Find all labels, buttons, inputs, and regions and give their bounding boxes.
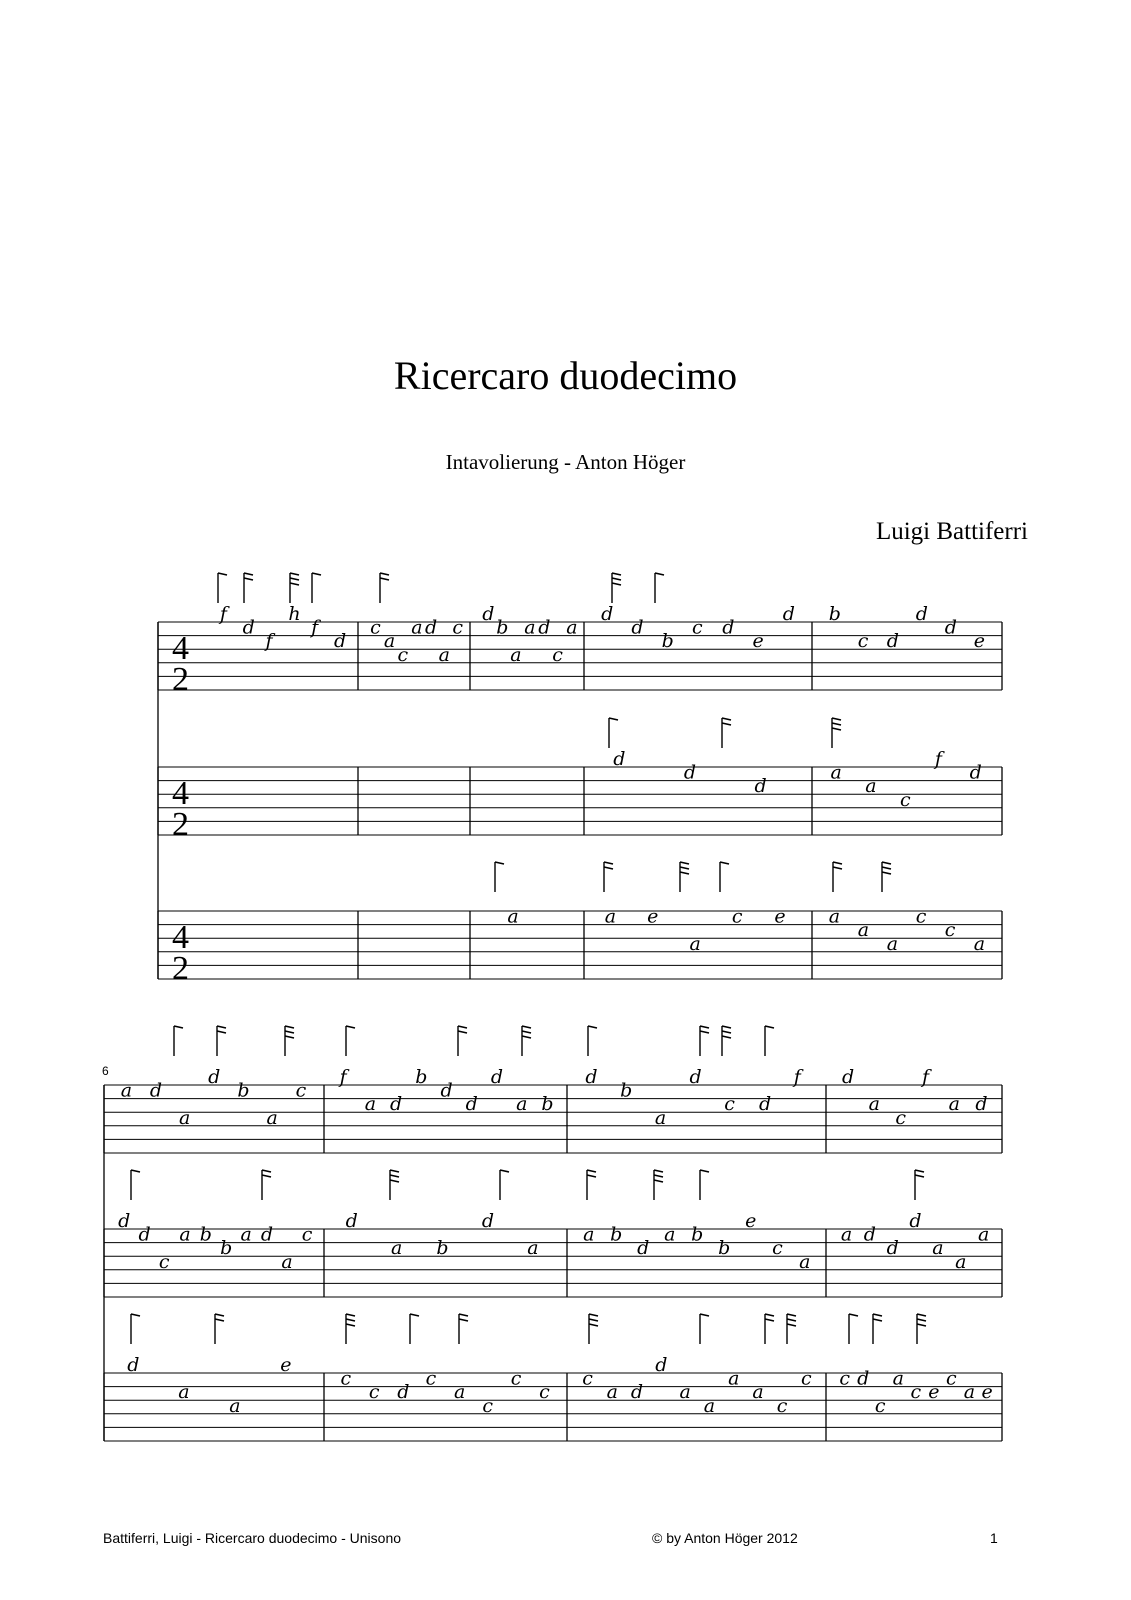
rhythm-flag bbox=[459, 1314, 468, 1316]
tab-letter: d bbox=[655, 1354, 668, 1376]
tab-letter: e bbox=[928, 1381, 940, 1404]
rhythm-flag bbox=[917, 1324, 926, 1326]
rhythm-flag bbox=[346, 1324, 355, 1326]
tab-letter: a bbox=[892, 1367, 904, 1390]
tab-letter: d bbox=[842, 1066, 855, 1088]
rhythm-flag bbox=[655, 573, 664, 575]
tab-letter: c bbox=[552, 643, 563, 666]
tab-letter: e bbox=[280, 1354, 292, 1376]
rhythm-flag bbox=[680, 862, 689, 864]
tab-letter: f bbox=[265, 630, 273, 653]
tab-letter: d bbox=[127, 1354, 140, 1376]
rhythm-flag bbox=[244, 573, 253, 575]
tab-letter: c bbox=[874, 1394, 886, 1417]
tab-letter: d bbox=[975, 1093, 988, 1116]
rhythm-flag bbox=[832, 723, 841, 725]
tab-letter: a bbox=[865, 775, 877, 798]
tab-letter: b bbox=[828, 603, 841, 625]
tab-letter: d bbox=[490, 1066, 504, 1088]
tab-letter: a bbox=[510, 643, 522, 666]
rhythm-flag bbox=[587, 1170, 596, 1172]
tab-letter: c bbox=[691, 616, 703, 639]
tab-letter: a bbox=[978, 1223, 990, 1246]
rhythm-flag bbox=[612, 583, 621, 585]
tab-letter: c bbox=[301, 1223, 313, 1246]
tab-letter: c bbox=[370, 616, 381, 639]
tab-letter: d bbox=[345, 1210, 358, 1232]
tab-letter: c bbox=[915, 905, 927, 928]
rhythm-flag bbox=[722, 1026, 731, 1028]
rhythm-flag bbox=[390, 1170, 399, 1172]
tab-letter: a bbox=[178, 1381, 190, 1404]
rhythm-flag bbox=[380, 578, 389, 580]
tab-letter: a bbox=[973, 932, 986, 955]
rhythm-flag bbox=[604, 867, 613, 869]
tab-letter: c bbox=[397, 643, 409, 666]
tab-letter: f bbox=[934, 748, 942, 770]
rhythm-flag bbox=[522, 1031, 531, 1033]
tab-letter: a bbox=[454, 1381, 466, 1404]
rhythm-flag bbox=[290, 573, 299, 575]
rhythm-flag bbox=[346, 1314, 355, 1316]
time-signature-denominator: 2 bbox=[172, 806, 189, 843]
tab-letter: a bbox=[654, 1106, 667, 1129]
rhythm-flag bbox=[849, 1314, 858, 1316]
tab-letter: e bbox=[647, 905, 659, 928]
tab-letter: d bbox=[465, 1093, 478, 1116]
tab-letter: e bbox=[973, 630, 985, 653]
tab-letter: b bbox=[691, 1223, 704, 1246]
rhythm-flag bbox=[217, 1031, 226, 1033]
rhythm-flag bbox=[832, 718, 841, 720]
rhythm-flag bbox=[174, 1026, 183, 1028]
rhythm-flag bbox=[700, 1031, 709, 1033]
tab-letter: a bbox=[963, 1381, 976, 1404]
tab-letter: e bbox=[752, 630, 764, 653]
rhythm-flag bbox=[882, 867, 891, 869]
tab-letter: c bbox=[158, 1250, 170, 1273]
tab-letter: d bbox=[138, 1223, 151, 1246]
tab-letter: f bbox=[311, 616, 319, 639]
tab-letter: a bbox=[728, 1367, 740, 1390]
tab-letter: b bbox=[220, 1237, 233, 1260]
tab-letter: a bbox=[932, 1237, 944, 1260]
rhythm-flag bbox=[882, 862, 891, 864]
rhythm-flag bbox=[217, 1026, 226, 1028]
tab-letter: a bbox=[364, 1093, 377, 1116]
tab-letter: a bbox=[606, 1381, 618, 1404]
tab-letter: c bbox=[452, 616, 464, 639]
rhythm-flag bbox=[722, 723, 731, 725]
tab-letter: a bbox=[604, 905, 617, 928]
tab-letter: c bbox=[800, 1367, 812, 1390]
rhythm-flag bbox=[654, 1175, 663, 1177]
rhythm-flag bbox=[589, 1324, 598, 1326]
tab-letter: b bbox=[718, 1237, 731, 1260]
tab-letter: a bbox=[703, 1394, 716, 1417]
tab-letter: d bbox=[689, 1066, 702, 1088]
rhythm-flag bbox=[787, 1314, 796, 1316]
rhythm-flag bbox=[612, 578, 621, 580]
tab-letter: d bbox=[538, 616, 551, 639]
time-signature-denominator: 2 bbox=[172, 661, 189, 698]
rhythm-flag bbox=[285, 1036, 294, 1038]
tab-letter: e bbox=[745, 1210, 757, 1232]
rhythm-flag bbox=[787, 1319, 796, 1321]
tab-letter: d bbox=[944, 616, 957, 639]
tab-letter: a bbox=[857, 919, 870, 942]
tab-letter: a bbox=[383, 630, 396, 653]
rhythm-flag bbox=[765, 1319, 774, 1321]
rhythm-flag bbox=[765, 1026, 774, 1028]
rhythm-flag bbox=[458, 1026, 467, 1028]
tab-letter: a bbox=[868, 1093, 880, 1116]
tab-letter: c bbox=[731, 905, 743, 928]
tab-letter: d bbox=[397, 1381, 410, 1404]
time-signature-numerator: 4 bbox=[172, 919, 189, 956]
tab-letter: a bbox=[266, 1106, 278, 1129]
tab-letter: c bbox=[839, 1367, 850, 1390]
rhythm-flag bbox=[495, 862, 504, 864]
rhythm-flag bbox=[285, 1031, 294, 1033]
rhythm-flag bbox=[131, 1170, 140, 1172]
tab-letter: a bbox=[438, 643, 451, 666]
tab-letter: d bbox=[481, 1210, 494, 1232]
rhythm-flag bbox=[700, 1314, 709, 1316]
time-signature-denominator: 2 bbox=[172, 950, 189, 987]
tab-letter: d bbox=[782, 603, 795, 625]
tab-letter: a bbox=[120, 1079, 133, 1102]
tab-letter: a bbox=[516, 1093, 528, 1116]
rhythm-flag bbox=[244, 578, 253, 580]
rhythm-flag bbox=[722, 1031, 731, 1033]
tab-letter: d bbox=[424, 616, 438, 639]
tab-letter: c bbox=[900, 788, 911, 811]
tab-letter: a bbox=[840, 1223, 853, 1246]
tab-letter: c bbox=[539, 1381, 550, 1404]
tab-letter: c bbox=[857, 630, 869, 653]
tab-letter: d bbox=[637, 1237, 650, 1260]
rhythm-flag bbox=[700, 1170, 709, 1172]
tab-letter: a bbox=[664, 1223, 676, 1246]
tab-letter: c bbox=[425, 1367, 437, 1390]
tab-letter: a bbox=[391, 1237, 403, 1260]
arranger-credit: Intavolierung - Anton Höger bbox=[445, 450, 686, 474]
rhythm-flag bbox=[312, 573, 321, 575]
tab-letter: e bbox=[774, 905, 786, 928]
rhythm-flag bbox=[787, 1324, 796, 1326]
tab-letter: b bbox=[415, 1066, 428, 1088]
tab-letter: c bbox=[944, 919, 956, 942]
rhythm-flag bbox=[390, 1180, 399, 1182]
tab-letter: b bbox=[661, 630, 674, 653]
tab-letter: b bbox=[610, 1223, 623, 1246]
rhythm-flag bbox=[832, 728, 841, 730]
tab-letter: d bbox=[149, 1079, 163, 1102]
tab-letter: a bbox=[828, 905, 841, 928]
tab-letter: a bbox=[948, 1093, 960, 1116]
tab-letter: b bbox=[541, 1093, 554, 1116]
footer-copyright: © by Anton Höger 2012 bbox=[652, 1530, 798, 1546]
tab-letter: d bbox=[886, 630, 899, 653]
tab-letter: a bbox=[566, 616, 578, 639]
tab-letter: d bbox=[683, 761, 697, 784]
rhythm-flag bbox=[588, 1026, 597, 1028]
tab-letter: d bbox=[630, 1381, 644, 1404]
tab-letter: d bbox=[613, 748, 626, 770]
rhythm-flag bbox=[873, 1314, 882, 1316]
time-signature-numerator: 4 bbox=[172, 775, 189, 812]
rhythm-flag bbox=[522, 1026, 531, 1028]
tab-letter: a bbox=[527, 1237, 539, 1260]
rhythm-flag bbox=[654, 1170, 663, 1172]
tab-letter: d bbox=[969, 761, 982, 784]
rhythm-flag bbox=[609, 718, 618, 720]
tab-letter: h bbox=[288, 603, 301, 625]
tab-letter: d bbox=[886, 1237, 899, 1260]
rhythm-flag bbox=[218, 573, 227, 575]
tab-letter: c bbox=[772, 1237, 783, 1260]
rhythm-flag bbox=[612, 573, 621, 575]
rhythm-flag bbox=[390, 1175, 399, 1177]
tab-letter: c bbox=[895, 1106, 906, 1129]
rhythm-flag bbox=[722, 718, 731, 720]
rhythm-flag bbox=[873, 1319, 882, 1321]
tab-letter: b bbox=[436, 1237, 449, 1260]
rhythm-flag bbox=[380, 573, 389, 575]
tab-letter: a bbox=[689, 932, 701, 955]
measure-number: 6 bbox=[102, 1064, 109, 1078]
rhythm-flag bbox=[410, 1314, 419, 1316]
rhythm-flag bbox=[346, 1026, 355, 1028]
tab-letter: a bbox=[955, 1250, 967, 1273]
tab-letter: d bbox=[440, 1079, 453, 1102]
tab-letter: c bbox=[368, 1381, 380, 1404]
tab-letter: d bbox=[758, 1093, 772, 1116]
rhythm-flag bbox=[680, 867, 689, 869]
tab-letter: d bbox=[754, 775, 767, 798]
rhythm-flag bbox=[654, 1180, 663, 1182]
tab-letter: a bbox=[583, 1223, 595, 1246]
tab-letter: b bbox=[237, 1079, 250, 1102]
tab-letter: c bbox=[582, 1367, 593, 1390]
tab-letter: d bbox=[722, 616, 735, 639]
tab-letter: a bbox=[524, 616, 536, 639]
rhythm-flag bbox=[459, 1319, 468, 1321]
page-title: Ricercaro duodecimo bbox=[393, 353, 738, 398]
tab-letter: b bbox=[496, 616, 509, 639]
rhythm-flag bbox=[346, 1319, 355, 1321]
tab-letter: c bbox=[946, 1367, 957, 1390]
rhythm-flag bbox=[262, 1170, 271, 1172]
rhythm-flag bbox=[500, 1170, 509, 1172]
time-signature-numerator: 4 bbox=[172, 630, 189, 667]
tab-letter: d bbox=[482, 603, 495, 625]
tab-letter: c bbox=[776, 1394, 788, 1417]
tab-letter: a bbox=[679, 1381, 691, 1404]
tab-letter: c bbox=[510, 1367, 522, 1390]
tab-letter: a bbox=[179, 1106, 191, 1129]
page-number: 1 bbox=[990, 1530, 998, 1546]
rhythm-flag bbox=[604, 862, 613, 864]
tab-letter: f bbox=[793, 1066, 801, 1088]
rhythm-flag bbox=[131, 1314, 140, 1316]
tab-letter: b bbox=[620, 1079, 633, 1102]
tab-letter: d bbox=[334, 630, 347, 653]
tab-letter: d bbox=[242, 616, 255, 639]
rhythm-flag bbox=[262, 1175, 271, 1177]
rhythm-flag bbox=[700, 1026, 709, 1028]
rhythm-flag bbox=[589, 1319, 598, 1321]
tab-letter: d bbox=[260, 1223, 274, 1246]
rhythm-flag bbox=[290, 578, 299, 580]
rhythm-flag bbox=[587, 1175, 596, 1177]
tab-letter: d bbox=[857, 1367, 870, 1390]
rhythm-flag bbox=[915, 1175, 924, 1177]
rhythm-flag bbox=[833, 867, 842, 869]
tab-letter: a bbox=[752, 1381, 764, 1404]
tab-letter: e bbox=[981, 1381, 993, 1404]
rhythm-flag bbox=[882, 872, 891, 874]
rhythm-flag bbox=[833, 862, 842, 864]
tab-letter: d bbox=[915, 603, 928, 625]
tab-letter: f bbox=[922, 1066, 930, 1088]
rhythm-flag bbox=[215, 1314, 224, 1316]
rhythm-flag bbox=[917, 1314, 926, 1316]
tab-letter: d bbox=[585, 1066, 598, 1088]
rhythm-flag bbox=[290, 583, 299, 585]
rhythm-flag bbox=[722, 1036, 731, 1038]
tab-letter: b bbox=[199, 1223, 212, 1246]
rhythm-flag bbox=[458, 1031, 467, 1033]
rhythm-flag bbox=[917, 1319, 926, 1321]
rhythm-flag bbox=[522, 1036, 531, 1038]
tab-letter: a bbox=[830, 761, 842, 784]
tab-letter: d bbox=[208, 1066, 221, 1088]
composer-name: Luigi Battiferri bbox=[875, 518, 1028, 545]
tab-letter: a bbox=[411, 616, 423, 639]
rhythm-flag bbox=[589, 1314, 598, 1316]
tab-letter: a bbox=[886, 932, 899, 955]
footer-left: Battiferri, Luigi - Ricercaro duodecimo - Unisono bbox=[103, 1530, 402, 1546]
rhythm-flag bbox=[285, 1026, 294, 1028]
tab-letter: c bbox=[482, 1394, 494, 1417]
tab-letter: f bbox=[219, 603, 227, 625]
tab-letter: a bbox=[179, 1223, 191, 1246]
rhythm-flag bbox=[680, 872, 689, 874]
tab-letter: d bbox=[631, 616, 644, 639]
tab-letter: c bbox=[340, 1367, 352, 1390]
tab-letter: d bbox=[390, 1093, 403, 1116]
rhythm-flag bbox=[215, 1319, 224, 1321]
tab-letter: d bbox=[601, 603, 614, 625]
tab-letter: a bbox=[507, 905, 519, 928]
tab-letter: c bbox=[910, 1381, 922, 1404]
tab-letter: a bbox=[281, 1250, 293, 1273]
tab-letter: d bbox=[863, 1223, 876, 1246]
rhythm-flag bbox=[765, 1314, 774, 1316]
rhythm-flag bbox=[915, 1170, 924, 1172]
tab-letter: d bbox=[909, 1210, 922, 1232]
tab-letter: d bbox=[118, 1210, 131, 1232]
tab-letter: c bbox=[724, 1093, 735, 1116]
rhythm-flag bbox=[720, 862, 729, 864]
tab-letter: f bbox=[339, 1066, 347, 1088]
tab-letter: a bbox=[229, 1394, 241, 1417]
tab-letter: a bbox=[240, 1223, 252, 1246]
tab-letter: c bbox=[295, 1079, 307, 1102]
tab-letter: a bbox=[799, 1250, 811, 1273]
